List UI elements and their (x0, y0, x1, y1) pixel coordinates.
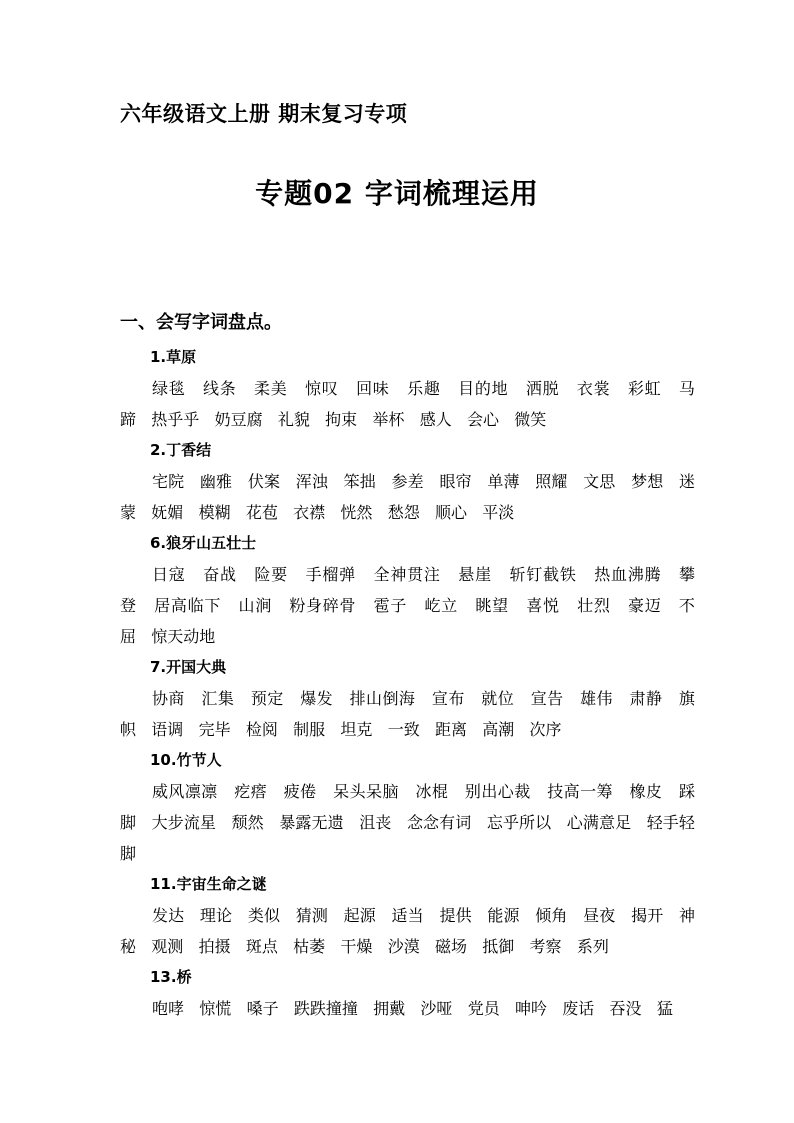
vocabulary-word: 线条 (203, 379, 237, 398)
vocabulary-word: 模糊 (198, 503, 231, 522)
vocabulary-word: 沙漠 (387, 937, 420, 956)
vocabulary-word: 雄伟 (580, 689, 613, 708)
vocabulary-word: 别出心裁 (464, 782, 531, 801)
vocabulary-word: 呻吟 (514, 999, 547, 1018)
vocabulary-word: 理论 (199, 906, 233, 925)
vocabulary-word: 悬崖 (458, 565, 492, 584)
vocabulary-word: 轻手轻脚 (120, 813, 695, 863)
vocabulary-word: 微笑 (514, 410, 547, 429)
vocabulary-word: 呆头呆脑 (333, 782, 399, 801)
lesson-title: 11.宇宙生命之谜 (150, 875, 267, 893)
vocabulary-word: 猜测 (295, 906, 328, 925)
vocabulary-word: 宣布 (431, 689, 465, 708)
vocabulary-word: 乐趣 (407, 379, 441, 398)
vocabulary-word: 适当 (391, 906, 424, 925)
vocabulary-word: 洒脱 (525, 379, 560, 398)
vocabulary-word: 技高一筹 (547, 782, 613, 801)
vocabulary-word: 照耀 (535, 472, 568, 491)
lesson-title: 7.开国大典 (150, 658, 227, 676)
vocabulary-word: 党员 (467, 999, 500, 1018)
vocabulary-word: 坦克 (340, 720, 373, 739)
vocabulary-word: 壮烈 (577, 596, 611, 615)
vocabulary-word: 攀登 (120, 565, 695, 615)
vocabulary-word: 奋战 (203, 565, 237, 584)
vocabulary-word: 奶豆腐 (214, 410, 263, 429)
vocabulary-word: 衣裳 (576, 379, 611, 398)
vocabulary-word: 就位 (481, 689, 515, 708)
vocabulary-word: 眺望 (475, 596, 509, 615)
vocabulary-word: 居高临下 (154, 596, 222, 615)
vocabulary-word: 跌跌撞撞 (293, 999, 358, 1018)
vocabulary-word: 排山倒海 (349, 689, 416, 708)
vocabulary-word: 次序 (529, 720, 562, 739)
vocabulary-word: 梦想 (631, 472, 664, 491)
vocabulary-word: 不屈 (120, 596, 695, 646)
vocabulary-word: 拥戴 (373, 999, 406, 1018)
vocabulary-word: 磁场 (434, 937, 467, 956)
word-list (120, 683, 695, 745)
word-list (120, 373, 695, 435)
vocabulary-word: 山涧 (238, 596, 272, 615)
vocabulary-word: 预定 (250, 689, 284, 708)
vocabulary-word: 高潮 (482, 720, 515, 739)
vocabulary-word: 类似 (247, 906, 281, 925)
vocabulary-word: 迷蒙 (120, 472, 695, 522)
vocabulary-word: 妩媚 (151, 503, 184, 522)
vocabulary-word: 旗帜 (120, 689, 695, 739)
vocabulary-word: 沙哑 (420, 999, 453, 1018)
section-heading: 一、会写字词盘点。 (120, 312, 282, 333)
vocabulary-word: 笨拙 (343, 472, 376, 491)
vocabulary-word: 恍然 (340, 503, 373, 522)
vocabulary-word: 拍摄 (198, 937, 231, 956)
vocabulary-word: 抵御 (482, 937, 515, 956)
vocabulary-word: 颓然 (231, 813, 264, 832)
vocabulary-word: 斑点 (245, 937, 278, 956)
vocabulary-word: 彩虹 (627, 379, 662, 398)
vocabulary-word: 单薄 (487, 472, 520, 491)
vocabulary-word: 汇集 (201, 689, 235, 708)
vocabulary-word: 浑浊 (295, 472, 328, 491)
vocabulary-word: 日寇 (152, 565, 186, 584)
vocabulary-word: 忘乎所以 (486, 813, 552, 832)
vocabulary-word: 惊慌 (199, 999, 232, 1018)
vocabulary-word: 全神贯注 (373, 565, 441, 584)
vocabulary-word: 豪迈 (628, 596, 662, 615)
vocabulary-word: 热乎乎 (151, 410, 200, 429)
vocabulary-word: 屹立 (424, 596, 458, 615)
vocabulary-word: 距离 (434, 720, 467, 739)
vocabulary-word: 念念有词 (406, 813, 472, 832)
vocabulary-word: 暴露无遗 (279, 813, 344, 832)
word-list (120, 466, 695, 528)
vocabulary-word: 干燥 (340, 937, 373, 956)
vocabulary-word: 倾角 (535, 906, 568, 925)
vocabulary-word: 礼貌 (277, 410, 310, 429)
vocabulary-word: 昼夜 (583, 906, 616, 925)
vocabulary-word: 文思 (583, 472, 616, 491)
vocabulary-word: 揭开 (631, 906, 664, 925)
vocabulary-word: 拘束 (325, 410, 358, 429)
vocabulary-word: 幽雅 (199, 472, 233, 491)
vocabulary-word: 废话 (562, 999, 595, 1018)
vocabulary-word: 提供 (439, 906, 472, 925)
vocabulary-word: 平淡 (482, 503, 515, 522)
vocabulary-word: 粉身碎骨 (289, 596, 357, 615)
vocabulary-word: 宅院 (152, 472, 185, 491)
vocabulary-word: 马蹄 (120, 379, 695, 429)
vocabulary-word: 枯萎 (293, 937, 326, 956)
vocabulary-word: 愁怨 (387, 503, 420, 522)
vocabulary-word: 顺心 (434, 503, 467, 522)
vocabulary-word: 花苞 (245, 503, 278, 522)
word-list (120, 993, 695, 1024)
vocabulary-word: 橡皮 (629, 782, 663, 801)
vocabulary-word: 柔美 (254, 379, 288, 398)
vocabulary-word: 会心 (466, 410, 499, 429)
lesson-title: 10.竹节人 (150, 751, 222, 769)
lesson-title: 13.桥 (150, 968, 192, 986)
document-main-title: 专题02 字词梳理运用 (255, 177, 539, 210)
vocabulary-word: 检阅 (245, 720, 278, 739)
vocabulary-word: 爆发 (300, 689, 334, 708)
word-list (120, 900, 695, 962)
vocabulary-word: 大步流星 (151, 813, 217, 832)
vocabulary-word: 威风凛凛 (152, 782, 218, 801)
vocabulary-word: 踩脚 (120, 782, 695, 832)
vocabulary-word: 手榴弹 (305, 565, 356, 584)
vocabulary-word: 考察 (529, 937, 562, 956)
vocabulary-word: 喜悦 (526, 596, 560, 615)
word-list (120, 559, 695, 652)
lesson-title: 6.狼牙山五壮士 (150, 534, 257, 552)
vocabulary-word: 热血沸腾 (594, 565, 662, 584)
vocabulary-word: 斩钉截铁 (509, 565, 577, 584)
vocabulary-word: 疙瘩 (234, 782, 268, 801)
vocabulary-word: 观测 (151, 937, 184, 956)
lesson-title: 2.丁香结 (150, 441, 212, 459)
vocabulary-word: 能源 (487, 906, 520, 925)
vocabulary-word: 协商 (152, 689, 185, 708)
vocabulary-word: 回味 (356, 379, 390, 398)
document-top-title: 六年级语文上册 期末复习专项 (120, 101, 408, 126)
vocabulary-word: 眼帘 (439, 472, 472, 491)
vocabulary-word: 雹子 (373, 596, 408, 615)
vocabulary-word: 沮丧 (359, 813, 392, 832)
vocabulary-word: 目的地 (458, 379, 509, 398)
vocabulary-word: 神秘 (120, 906, 695, 956)
vocabulary-word: 猛 (656, 999, 673, 1018)
vocabulary-word: 完毕 (198, 720, 231, 739)
vocabulary-word: 举杯 (372, 410, 405, 429)
vocabulary-word: 系列 (576, 937, 609, 956)
vocabulary-word: 疲倦 (283, 782, 317, 801)
vocabulary-word: 嗓子 (246, 999, 279, 1018)
vocabulary-word: 衣襟 (293, 503, 326, 522)
vocabulary-word: 肃静 (629, 689, 663, 708)
lesson-title: 1.草原 (150, 348, 197, 366)
word-list (120, 776, 695, 869)
vocabulary-word: 冰棍 (415, 782, 449, 801)
vocabulary-word: 险要 (254, 565, 288, 584)
vocabulary-word: 参差 (391, 472, 424, 491)
vocabulary-word: 惊叹 (305, 379, 339, 398)
vocabulary-word: 制服 (293, 720, 326, 739)
vocabulary-word: 咆哮 (152, 999, 185, 1018)
lesson-list (120, 342, 695, 1024)
vocabulary-word: 心满意足 (566, 813, 632, 832)
vocabulary-word: 伏案 (247, 472, 281, 491)
vocabulary-word: 发达 (152, 906, 185, 925)
vocabulary-word: 感人 (419, 410, 452, 429)
vocabulary-word: 一致 (387, 720, 420, 739)
vocabulary-word: 绿毯 (152, 379, 186, 398)
vocabulary-word: 宣告 (530, 689, 564, 708)
vocabulary-word: 惊天动地 (151, 627, 216, 646)
vocabulary-word: 语调 (151, 720, 184, 739)
vocabulary-word: 起源 (343, 906, 376, 925)
vocabulary-word: 吞没 (609, 999, 642, 1018)
